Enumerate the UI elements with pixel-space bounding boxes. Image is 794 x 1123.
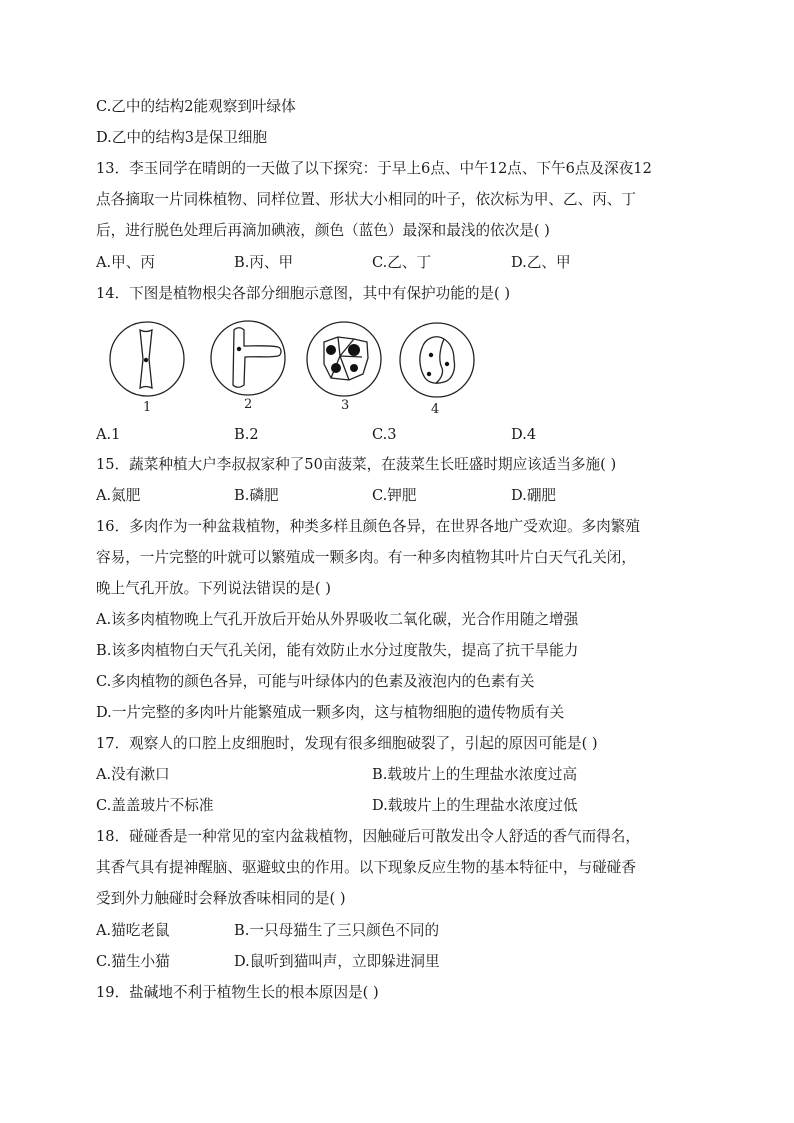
q16-stem-line-2: 容易，一片完整的叶就可以繁殖成一颗多肉。有一种多肉植物其叶片白天气孔关闭， xyxy=(96,549,636,566)
q16-stem-line-3: 晚上气孔开放。下列说法错误的是( ) xyxy=(96,580,331,597)
q12-option-d: D.乙中的结构3是保卫细胞 xyxy=(96,129,268,146)
cell-4-outline xyxy=(420,337,455,383)
q14-option-c: C.3 xyxy=(372,426,397,443)
q13-stem-line-1: 13．李玉同学在晴朗的一天做了以下探究：于早上6点、中午12点、下午6点及深夜12 xyxy=(96,160,652,177)
q12-option-c: C.乙中的结构2能观察到叶绿体 xyxy=(96,98,296,115)
q13-option-c: C.乙、丁 xyxy=(372,254,432,271)
q18-option-d: D.鼠听到猫叫声，立即躲进洞里 xyxy=(234,953,440,970)
q18-option-a: A.猫吃老鼠 xyxy=(96,922,170,939)
cell-4-wall xyxy=(436,339,444,383)
cell-2-label: 2 xyxy=(244,397,253,412)
q14-option-b: B.2 xyxy=(234,426,259,443)
cell-3-nucleus-b xyxy=(348,344,360,356)
cell-2-nucleus xyxy=(237,347,241,351)
cell-3-nucleus-d xyxy=(350,364,358,372)
q13-option-d: D.乙、甲 xyxy=(511,254,571,271)
cell-4-label: 4 xyxy=(431,402,440,417)
q16-option-b: B.该多肉植物白天气孔关闭，能有效防止水分过度散失，提高了抗干旱能力 xyxy=(96,642,579,659)
cell-3-circle xyxy=(307,322,381,396)
q18-stem-line-3: 受到外力触碰时会释放香味相同的是( ) xyxy=(96,890,346,907)
cell-2-circle xyxy=(211,321,285,395)
q18-stem-line-2: 其香气具有提神醒脑、驱避蚊虫的作用。以下现象反应生物的基本特征中，与碰碰香 xyxy=(96,859,636,876)
q15-option-d: D.硼肥 xyxy=(511,487,557,504)
cell-4-nucleus-b xyxy=(445,362,449,366)
q13-stem-line-3: 后，进行脱色处理后再滴加碘液，颜色（蓝色）最深和最浅的依次是( ) xyxy=(96,222,550,239)
cell-3-nucleus-a xyxy=(326,345,336,355)
cell-4-nucleus-a xyxy=(429,353,433,357)
q16-stem-line-1: 16．多肉作为一种盆栽植物，种类多样且颜色各异，在世界各地广受欢迎。多肉繁殖 xyxy=(96,518,640,535)
q16-option-c: C.多肉植物的颜色各异，可能与叶绿体内的色素及液泡内的色素有关 xyxy=(96,673,535,690)
cell-4-nucleus-c xyxy=(427,372,431,376)
cell-4-circle xyxy=(400,323,474,397)
q17-option-a: A.没有漱口 xyxy=(96,766,170,783)
q14-stem: 14．下图是植物根尖各部分细胞示意图，其中有保护功能的是( ) xyxy=(96,285,511,302)
cell-1-nucleus xyxy=(144,358,148,362)
q18-stem-line-1: 18．碰碰香是一种常见的室内盆栽植物，因触碰后可散发出令人舒适的香气而得名， xyxy=(96,828,640,845)
q18-option-c: C.猫生小猫 xyxy=(96,953,170,970)
q19-stem: 19．盐碱地不利于植物生长的根本原因是( ) xyxy=(96,984,379,1001)
q17-option-b: B.载玻片上的生理盐水浓度过高 xyxy=(372,766,578,783)
cell-1-label: 1 xyxy=(143,400,152,415)
cell-2-shape xyxy=(233,328,281,388)
cell-3-nucleus-c xyxy=(331,363,341,373)
q13-stem-line-2: 点各摘取一片同株植物、同样位置、形状大小相同的叶子，依次标为甲、乙、丙、丁 xyxy=(96,191,636,208)
cell-3-walls xyxy=(331,337,362,380)
q17-option-d: D.载玻片上的生理盐水浓度过低 xyxy=(372,797,578,814)
q15-stem: 15．蔬菜种植大户李叔叔家种了50亩菠菜，在菠菜生长旺盛时期应该适当多施( ) xyxy=(96,456,617,473)
root-tip-cells-diagram xyxy=(100,318,490,418)
q15-option-a: A.氮肥 xyxy=(96,487,141,504)
q17-option-c: C.盖盖玻片不标准 xyxy=(96,797,214,814)
q16-option-d: D.一片完整的多肉叶片能繁殖成一颗多肉，这与植物细胞的遗传物质有关 xyxy=(96,704,565,721)
q15-option-b: B.磷肥 xyxy=(234,487,279,504)
cell-3-label: 3 xyxy=(341,398,350,413)
q15-option-c: C.钾肥 xyxy=(372,487,417,504)
q16-option-a: A.该多肉植物晚上气孔开放后开始从外界吸收二氧化碳，光合作用随之增强 xyxy=(96,611,579,628)
q14-option-a: A.1 xyxy=(96,426,121,443)
root-tip-cells-figure xyxy=(100,318,490,418)
q17-stem: 17．观察人的口腔上皮细胞时，发现有很多细胞破裂了，引起的原因可能是( ) xyxy=(96,735,598,752)
q18-option-b: B.一只母猫生了三只颜色不同的 xyxy=(234,922,440,939)
q13-option-b: B.丙、甲 xyxy=(234,254,294,271)
q13-option-a: A.甲、丙 xyxy=(96,254,155,271)
q14-option-d: D.4 xyxy=(511,426,537,443)
